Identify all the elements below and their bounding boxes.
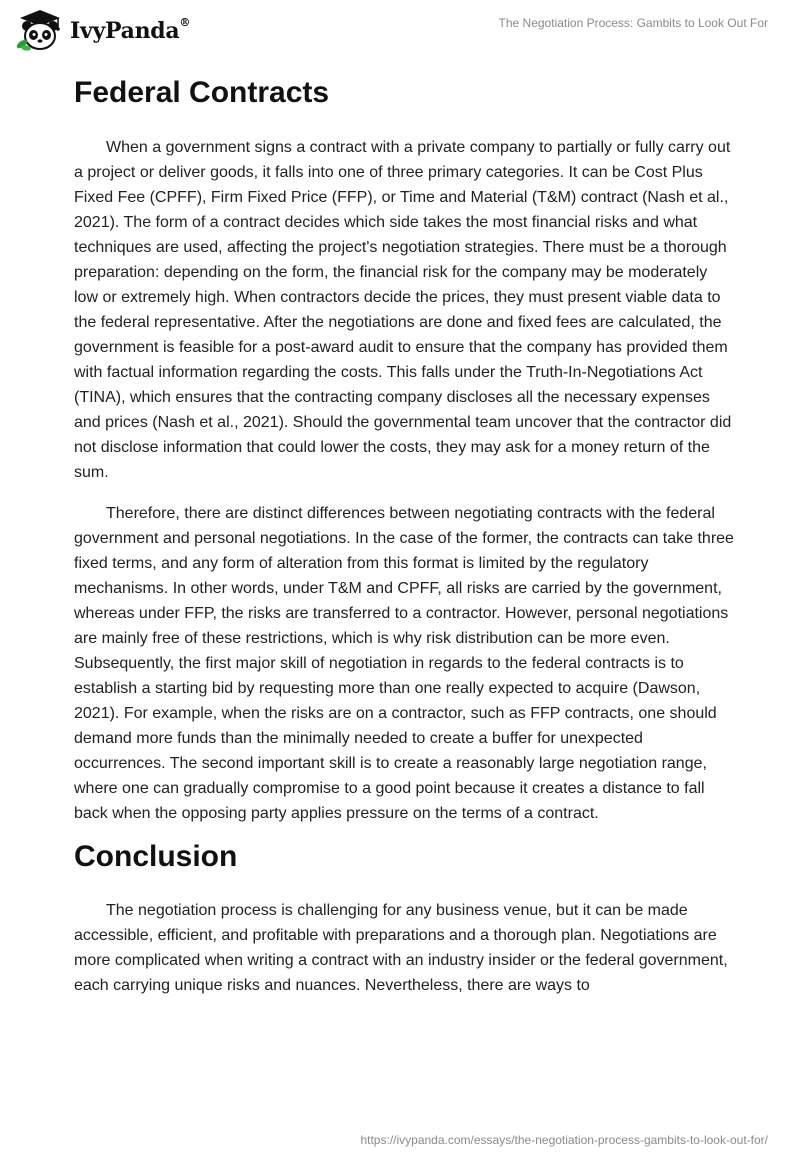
section-heading-federal-contracts: Federal Contracts <box>74 76 330 109</box>
section-heading-conclusion: Conclusion <box>74 840 238 873</box>
ivypanda-logo[interactable] <box>14 8 190 52</box>
source-url-link[interactable]: https://ivypanda.com/essays/the-negotiation-process-gambits-to-look-out-for/ <box>360 1133 768 1147</box>
page-header <box>0 0 800 60</box>
paragraph: Therefore, there are distinct differences between negotiating contracts with the federal government and personal negotiations. In the case of the former, the contracts can take three fixed terms, and any form of alteration from this format is limited by the regulatory mechanisms. In other words, under T&M and CPFF, all risks are carried by the government, whereas under FFP, the risks are transferred to a contractor. However, personal negotiations are mainly free of these restrictions, which is why risk distribution can be more even. Subsequently, the first major skill of negotiation in regards to the federal contracts is to establish a starting bid by requesting more than one really expected to acquire (Dawson, 2021). For example, when the risks are on a contractor, such as FFP contracts, one should demand more funds than the minimally needed to create a buffer for unexpected occurrences. The second important skill is to create a reasonably large negotiation range, where one can gradually compromise to a good point because it creates a distance to fall back when the opposing party applies pressure on the terms of a contract. <box>74 505 734 822</box>
panda-graduation-icon <box>14 8 66 52</box>
brand-name: IvyPanda® <box>70 15 191 44</box>
paragraph: The negotiation process is challenging for any business venue, but it can be made accessible, efficient, and profitable with preparations and a thorough plan. Negotiations are more complicated when writing a contract with an industry insider or the federal government, each carrying unique risks and nuances. Nevertheless, there are ways to <box>74 902 728 994</box>
paragraph: When a government signs a contract with a private company to partially or fully carry out a project or deliver goods, it falls into one of three primary categories. It can be Cost Plus Fixed Fee (CPFF), Firm Fixed Price (FFP), or Time and Material (T&M) contract (Nash et al., 2021). The form of a contract decides which side takes the most financial risks and what techniques are used, affecting the project's negotiation strategies. There must be a thorough preparation: depending on the form, the financial risk for the company may be moderately low or extremely high. When contractors decide the prices, they must present viable data to the federal representative. After the negotiations are done and fixed fees are calculated, the government is feasible for a post-award audit to ensure that the company has provided them with factual information regarding the costs. This falls under the Truth-In-Negotiations Act (TINA), which ensures that the contracting company discloses all the necessary expenses and prices (Nash et al., 2021). Should the governmental team uncover that the contractor did not disclose information that could lower the costs, they may ask for a money return of the sum. <box>74 139 732 481</box>
running-title: The Negotiation Process: Gambits to Look Out For <box>498 16 768 30</box>
essay-content <box>74 70 734 998</box>
